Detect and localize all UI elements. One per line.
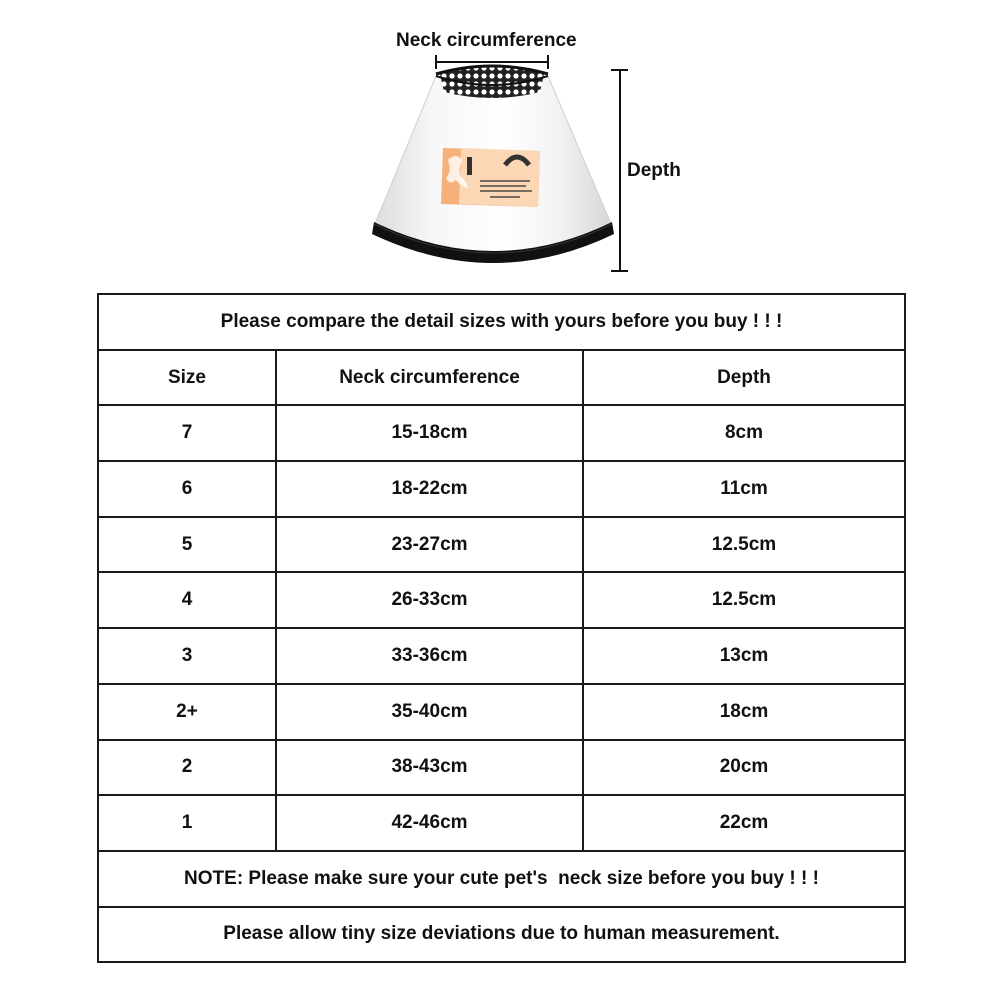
table-row [98,572,905,628]
neck-cell: 15-18cm [276,405,583,461]
depth-cell: 12.5cm [583,517,905,573]
depth-label: Depth [627,160,681,181]
depth-cell: 11cm [583,461,905,517]
table-row [98,517,905,573]
size-chart-table [97,293,906,963]
neck-cell: 35-40cm [276,684,583,740]
table-row [98,461,905,517]
neck-cell: 23-27cm [276,517,583,573]
column-header-depth: Depth [583,350,905,406]
footer-disclaimer-row [98,907,905,963]
neck-cell: 26-33cm [276,572,583,628]
header-note: Please compare the detail sizes with yours before you buy ! ! ! [98,294,905,350]
size-cell: 2 [98,740,276,796]
neck-cell: 38-43cm [276,740,583,796]
neck-circumference-label: Neck circumference [396,30,577,51]
table-header-note-row [98,294,905,350]
column-header-row [98,350,905,406]
size-cell: 4 [98,572,276,628]
size-cell: 1 [98,795,276,851]
size-cell: 3 [98,628,276,684]
size-cell: 6 [98,461,276,517]
table-row [98,684,905,740]
neck-cell: 33-36cm [276,628,583,684]
depth-cell: 18cm [583,684,905,740]
depth-cell: 13cm [583,628,905,684]
column-header-neck: Neck circumference [276,350,583,406]
depth-cell: 8cm [583,405,905,461]
table-row [98,740,905,796]
table-row [98,628,905,684]
size-cell: 5 [98,517,276,573]
neck-cell: 18-22cm [276,461,583,517]
depth-measure-bracket [611,70,628,271]
depth-cell: 22cm [583,795,905,851]
footer-note: NOTE: Please make sure your cute pet's neck size before you buy ! ! ! [98,851,905,907]
size-cell: 7 [98,405,276,461]
size-cell: 2+ [98,684,276,740]
product-figure [0,0,1001,290]
depth-cell: 20cm [583,740,905,796]
depth-cell: 12.5cm [583,572,905,628]
neck-cell: 42-46cm [276,795,583,851]
table-row [98,405,905,461]
table-row [98,795,905,851]
column-header-size: Size [98,350,276,406]
instruction-sticker [441,148,540,207]
footer-disclaimer: Please allow tiny size deviations due to human measurement. [98,907,905,963]
footer-note-row [98,851,905,907]
